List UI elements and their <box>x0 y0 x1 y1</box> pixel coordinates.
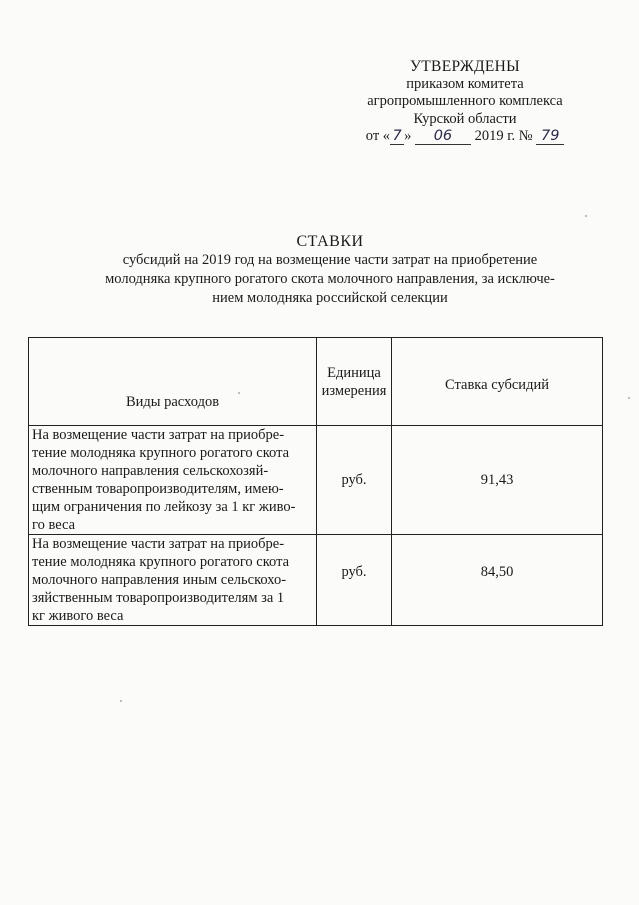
header-unit-line: измерения <box>321 382 387 399</box>
desc-line: кг живого веса <box>32 608 124 624</box>
approval-line: Курской области <box>413 110 517 127</box>
desc-line: На возмещение части затрат на приобре- <box>32 427 285 443</box>
approval-stamp <box>340 58 590 146</box>
row-unit: руб. <box>317 535 392 626</box>
desc-line: молочного направления иным сельскохо- <box>32 572 287 588</box>
desc-line: щим ограничения по лейкозу за 1 кг живо- <box>32 499 296 515</box>
title-line: субсидий на 2019 год на возмещение части затрат на приобретение <box>122 252 538 268</box>
header-unit <box>317 338 392 426</box>
scan-speck <box>628 397 630 399</box>
table-header-row <box>29 338 603 426</box>
header-unit-line: Единица <box>327 364 381 381</box>
date-prefix: от « <box>365 128 391 144</box>
handwritten-month: 06 <box>415 129 471 145</box>
header-expense-type: Виды расходов <box>29 338 317 426</box>
scan-speck <box>585 215 587 217</box>
desc-line: зяйственным товаропроизводителям за 1 <box>32 590 285 606</box>
approval-line: приказом комитета <box>406 75 524 92</box>
document-title-block <box>60 232 600 308</box>
desc-line: тение молодняка крупного рогатого скота <box>32 445 290 461</box>
title-line: нием молодняка российской селекции <box>212 290 448 306</box>
title-line: молодняка крупного рогатого скота молочного направления, за исключе- <box>105 271 555 287</box>
date-year: 2019 г. № <box>474 128 533 144</box>
approval-line: агропромышленного комплекса <box>367 93 563 109</box>
table-row <box>29 426 603 535</box>
scan-speck <box>238 392 240 394</box>
date-mid: » <box>404 128 412 144</box>
desc-line: го веса <box>32 517 76 533</box>
desc-line: На возмещение части затрат на приобре- <box>32 536 285 552</box>
row-rate: 91,43 <box>392 426 603 535</box>
handwritten-day: 7 <box>390 129 404 145</box>
scan-speck <box>120 700 122 702</box>
approval-heading: УТВЕРЖДЕНЫ <box>410 58 520 75</box>
desc-line: тение молодняка крупного рогатого скота <box>32 554 290 570</box>
header-rate: Ставка субсидий <box>392 338 603 426</box>
row-unit: руб. <box>317 426 392 535</box>
row-description <box>29 426 317 535</box>
desc-line: молочного направления сельскохозяй- <box>32 463 269 479</box>
row-rate: 84,50 <box>392 535 603 626</box>
order-date-line <box>340 128 590 146</box>
handwritten-order-number: 79 <box>536 129 564 145</box>
rates-table <box>28 337 603 626</box>
row-description <box>29 535 317 626</box>
desc-line: ственным товаропроизводителям, имею- <box>32 481 284 497</box>
table-row <box>29 535 603 626</box>
document-title: СТАВКИ <box>296 233 364 250</box>
